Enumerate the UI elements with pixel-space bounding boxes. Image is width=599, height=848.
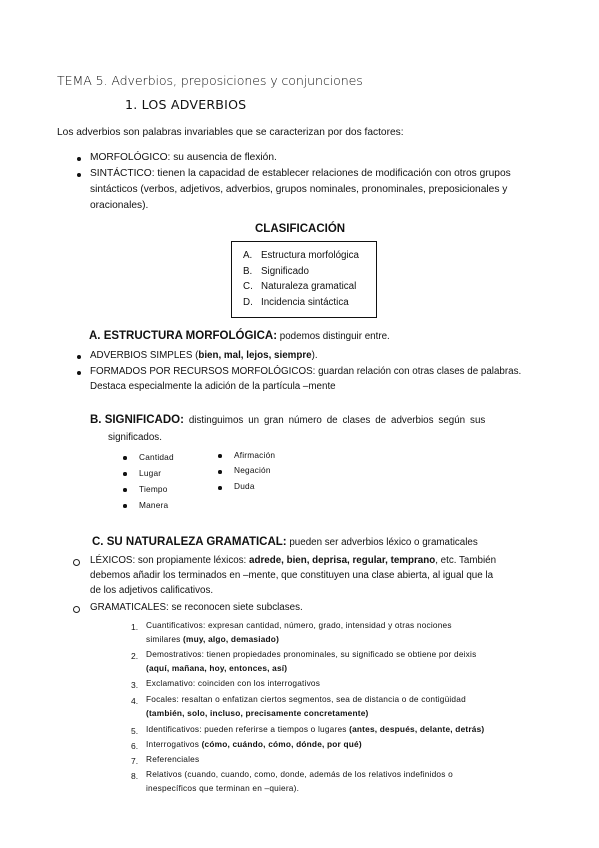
section-c-rest: pueden ser adverbios léxico o gramaticales bbox=[286, 537, 478, 548]
significado-item: Cantidad bbox=[139, 452, 174, 462]
significado-item: Tiempo bbox=[139, 484, 168, 494]
subclass-line: Focales: resaltan o enfatizan ciertos segmentos, sea de distancia o de contigüidad bbox=[146, 694, 466, 704]
clasif-letter: C. bbox=[243, 281, 253, 292]
section-c-heading-line bbox=[92, 535, 478, 551]
subclass-line bbox=[146, 662, 287, 676]
subclass-number: 6. bbox=[131, 741, 139, 751]
subclass-line: Demostrativos: tienen propiedades pronominales, su significado se obtiene por deixis bbox=[146, 649, 477, 659]
bullet bbox=[77, 355, 81, 359]
clasif-item: Estructura morfológica bbox=[261, 250, 360, 261]
bullet bbox=[77, 371, 81, 375]
subclass-line bbox=[146, 723, 484, 737]
clasif-item: Incidencia sintáctica bbox=[261, 297, 349, 308]
section-b-rest: distinguimos un gran número de clases de adverbios según sus bbox=[183, 415, 486, 426]
subclass-line bbox=[146, 633, 279, 647]
circle-bullet bbox=[73, 559, 80, 566]
section-c-heading: C. SU NATURALEZA GRAMATICAL: bbox=[92, 536, 287, 548]
clasificacion-title: CLASIFICACIÓN bbox=[255, 223, 346, 235]
tema-title: TEMA 5. Adverbios, preposiciones y conjunciones bbox=[57, 73, 363, 88]
lexicos-line1 bbox=[90, 554, 545, 569]
clasif-letter: B. bbox=[243, 266, 253, 277]
examples: bien, mal, lejos, siempre bbox=[198, 350, 312, 361]
lexicos-line3: de los adjetivos calificativos. bbox=[90, 585, 214, 596]
subclass-number: 4. bbox=[131, 696, 139, 706]
significado-item: Negación bbox=[234, 465, 271, 475]
subclass-number: 2. bbox=[131, 651, 139, 661]
examples: (también, solo, incluso, precisamente concretamente) bbox=[146, 708, 369, 718]
significado-item: Duda bbox=[234, 481, 255, 491]
examples: (cómo, cuándo, cómo, dónde, por qué) bbox=[201, 739, 362, 749]
subclass-number: 5. bbox=[131, 726, 139, 736]
examples: (muy, algo, demasiado) bbox=[183, 634, 280, 644]
subclass-number: 8. bbox=[131, 771, 139, 781]
lexicos-line2: debemos añadir los terminados en –mente, que constituyen una clase abierta, al igual que la bbox=[90, 570, 494, 581]
text: ). bbox=[311, 350, 318, 361]
section-b-heading-line bbox=[90, 413, 545, 429]
significado-item: Manera bbox=[139, 500, 169, 510]
subclass-line bbox=[146, 738, 362, 752]
text: ADVERBIOS SIMPLES ( bbox=[90, 350, 199, 361]
significado-item: Afirmación bbox=[234, 450, 276, 460]
bullet bbox=[123, 472, 127, 476]
factor-sintactico-line3: oracionales). bbox=[90, 200, 149, 211]
bullet bbox=[123, 504, 127, 508]
clasif-item: Significado bbox=[261, 266, 309, 277]
examples: (aquí, mañana, hoy, entonces, así) bbox=[146, 663, 288, 673]
text: LÉXICOS: son propiamente léxicos: bbox=[90, 555, 250, 566]
section-b-line2: significados. bbox=[108, 432, 162, 443]
bullet bbox=[218, 486, 222, 490]
subclass-line: inespecíficos que terminan en –quiera). bbox=[146, 783, 300, 793]
circle-bullet bbox=[73, 606, 80, 613]
bullet bbox=[218, 470, 222, 474]
intro-text: Los adverbios son palabras invariables que se caracterizan por dos factores: bbox=[57, 127, 404, 138]
gramaticales: GRAMATICALES: se reconocen siete subclases. bbox=[90, 602, 303, 613]
section-title: 1. LOS ADVERBIOS bbox=[125, 97, 247, 112]
examples: adrede, bien, deprisa, regular, temprano bbox=[249, 555, 436, 566]
clasif-item: Naturaleza gramatical bbox=[261, 281, 357, 292]
subclass-number: 1. bbox=[131, 622, 139, 632]
text: Identificativos: pueden referirse a tiempos o lugares bbox=[146, 724, 350, 734]
text: Interrogativos bbox=[146, 739, 202, 749]
section-a-heading: A. ESTRUCTURA MORFOLÓGICA: bbox=[89, 330, 278, 342]
text: , etc. También bbox=[435, 555, 497, 566]
clasif-letter: A. bbox=[243, 250, 253, 261]
subclass-line: Cuantificativos: expresan cantidad, número, grado, intensidad y otras nociones bbox=[146, 620, 452, 630]
factor-sintactico-line2: sintácticos (verbos, adjetivos, adverbios, grupos nominales, pronominales, preposicionales y bbox=[90, 184, 508, 195]
bullet bbox=[77, 173, 81, 177]
subclass-line: Referenciales bbox=[146, 754, 200, 764]
subclass-number: 7. bbox=[131, 756, 139, 766]
bullet bbox=[77, 157, 81, 161]
clasif-letter: D. bbox=[243, 297, 253, 308]
formados-line2: Destaca especialmente la adición de la partícula –mente bbox=[90, 381, 336, 392]
factor-morfologico: MORFOLÓGICO: su ausencia de flexión. bbox=[90, 152, 277, 163]
examples: (antes, después, delante, detrás) bbox=[349, 724, 485, 734]
factor-sintactico-line1: SINTÁCTICO: tienen la capacidad de establecer relaciones de modificación con otros grupos bbox=[90, 168, 511, 179]
adverbios-simples bbox=[90, 349, 318, 364]
subclass-line bbox=[146, 707, 369, 721]
bullet bbox=[218, 454, 222, 458]
bullet bbox=[123, 456, 127, 460]
formados-line1: FORMADOS POR RECURSOS MORFOLÓGICOS: guardan relación con otras clases de palabras. bbox=[90, 366, 522, 377]
section-a-rest: podemos distinguir entre. bbox=[277, 331, 390, 342]
text: similares bbox=[146, 634, 184, 644]
subclass-number: 3. bbox=[131, 680, 139, 690]
subclass-line: Relativos (cuando, cuando, como, donde, además de los relativos indefinidos o bbox=[146, 769, 453, 779]
section-b-heading: B. SIGNIFICADO: bbox=[90, 414, 184, 426]
section-a-heading-line bbox=[89, 329, 390, 345]
bullet bbox=[123, 488, 127, 492]
subclass-line: Exclamativo: coinciden con los interrogativos bbox=[146, 678, 321, 688]
significado-item: Lugar bbox=[139, 468, 162, 478]
